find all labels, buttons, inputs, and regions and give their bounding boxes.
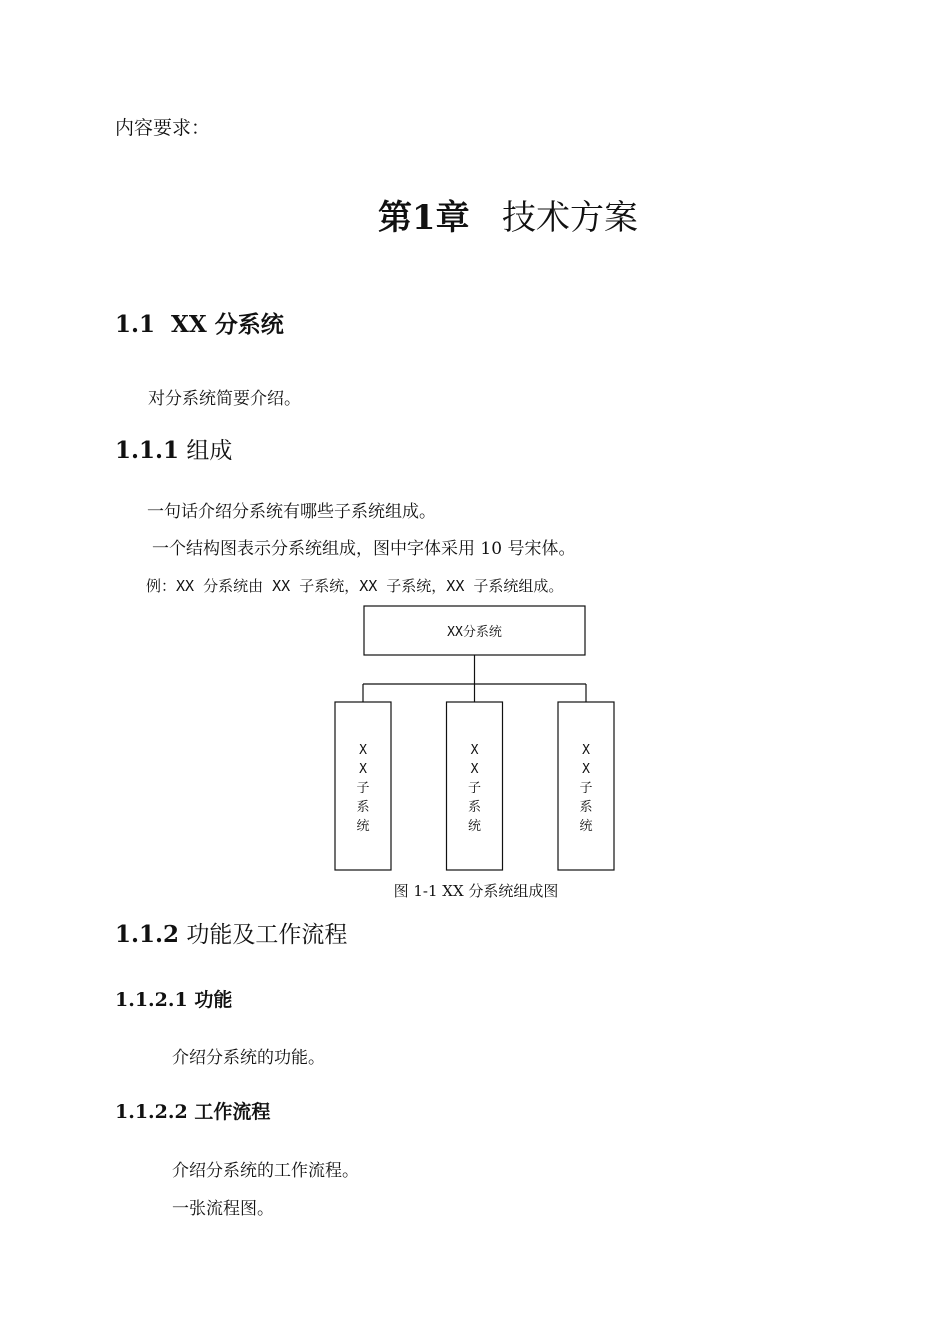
function-number: 1.1.2.1 [115, 989, 188, 1011]
diagram-child-char: 系 [579, 800, 593, 815]
workflow-text-1: 介绍分系统的工作流程。 [172, 1161, 359, 1181]
diagram-child-char: X [582, 762, 590, 777]
diagram-child-char: X [470, 762, 479, 777]
diagram-child-char: 系 [467, 800, 482, 815]
function-flow-title: 功能及工作流程 [186, 922, 348, 948]
diagram-child-char: 统 [579, 819, 593, 834]
section-intro: 对分系统简要介绍。 [148, 389, 301, 409]
diagram-child-label [356, 743, 369, 834]
function-text: 介绍分系统的功能。 [172, 1048, 325, 1068]
figure-caption: 图 1-1 XX 分系统组成图 [393, 882, 559, 900]
workflow-heading [115, 1097, 270, 1124]
requirements-label: 内容要求： [115, 117, 211, 139]
composition-line-2: 一个结构图表示分系统组成，图中字体采用 10 号宋体。 [152, 539, 576, 559]
chapter-number: 第1章 [377, 198, 470, 238]
function-flow-heading [115, 916, 347, 949]
composition-title: 组成 [186, 438, 233, 464]
diagram-root-label: XX分系统 [447, 625, 502, 640]
workflow-text-2: 一张流程图。 [172, 1199, 274, 1219]
section-number: 1.1 [115, 311, 156, 338]
diagram-child-label [579, 743, 592, 834]
composition-line-1: 一句话介绍分系统有哪些子系统组成。 [147, 502, 436, 522]
diagram-child-char: 子 [356, 781, 370, 796]
diagram-child-char: 系 [356, 800, 370, 815]
function-flow-number: 1.1.2 [115, 921, 180, 948]
diagram-child-char: 统 [467, 819, 482, 834]
section-title: XX 分系统 [171, 311, 284, 338]
diagram-child-label [468, 743, 481, 834]
workflow-number: 1.1.2.2 [115, 1101, 188, 1123]
composition-number: 1.1.1 [115, 437, 180, 464]
diagram-child-char: 统 [356, 819, 370, 834]
function-heading [115, 985, 232, 1012]
diagram-child-char: X [359, 762, 367, 777]
diagram-child-char: X [582, 743, 590, 758]
composition-example: 例：XX 分系统由 XX 子系统，XX 子系统，XX 子系统组成。 [146, 577, 564, 595]
diagram-child-char: 子 [579, 781, 593, 796]
function-title: 功能 [194, 989, 233, 1011]
workflow-title: 工作流程 [194, 1101, 271, 1123]
diagram-child-char: X [359, 743, 367, 758]
diagram-child-char: 子 [467, 781, 482, 796]
diagram-child-char: X [470, 743, 479, 758]
chapter-title-text: 技术方案 [502, 198, 639, 238]
